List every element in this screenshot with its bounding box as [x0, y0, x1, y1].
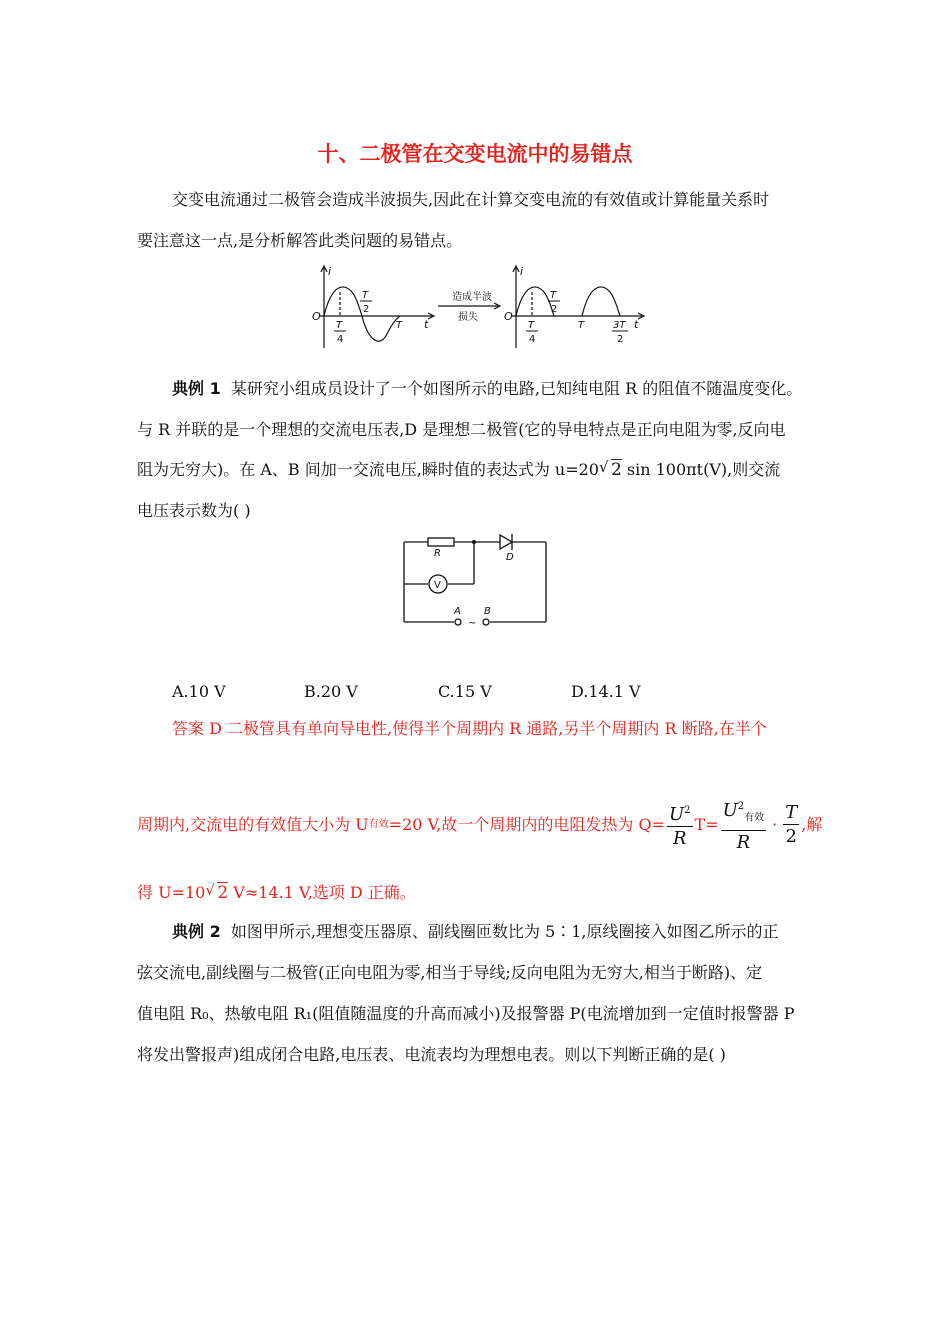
example1-line-3 — [137, 460, 780, 480]
fraction-t-over-2 — [783, 802, 799, 849]
label-a: A — [454, 606, 461, 617]
example2-line-3: 值电阻 R₀、热敏电阻 R₁(阻值随温度的升高而减小)及报警器 P(电流增加到一定值时报警器 P — [137, 1004, 795, 1023]
option-d: D.14.1 V — [571, 682, 641, 701]
answer-sub-effective: 有效 — [368, 819, 389, 831]
answer-mid-t: T= — [694, 815, 719, 835]
answer-text-3b: V≈14.1 V,选项 D 正确。 — [228, 883, 416, 902]
right-3t2-den: 2 — [617, 334, 624, 345]
frac2-den: R — [736, 831, 751, 853]
half-wave-figure — [310, 262, 650, 352]
answer-sqrt-argument: 2 — [217, 883, 229, 903]
left-t2-den: 2 — [363, 304, 370, 315]
frac1-num: U — [668, 803, 685, 825]
fraction-u2-over-r — [667, 800, 693, 851]
left-t4-num: T — [336, 320, 343, 331]
example1-text-3a: 阻为无穷大)。在 A、B 间加一交流电压,瞬时值的表达式为 u=20 — [137, 460, 599, 479]
axis-i-label-left: i — [328, 265, 332, 278]
right-t-label: T — [578, 320, 585, 331]
left-t2-num: T — [362, 290, 369, 301]
answer-line-3 — [137, 883, 416, 903]
label-r: R — [434, 548, 441, 559]
answer-tail: ,解 — [801, 815, 823, 835]
label-tilde: ~ — [468, 618, 477, 629]
option-b: B.20 V — [304, 682, 358, 701]
label-v: V — [434, 580, 441, 591]
right-3t2-num: 3T — [613, 320, 626, 331]
example1-line-1 — [172, 379, 802, 399]
label-b: B — [484, 606, 491, 617]
frac2-num: U — [722, 800, 738, 821]
frac1-den: R — [672, 827, 687, 849]
answer-text-3a: 得 U=10 — [137, 883, 206, 902]
intro-line-2: 要注意这一点,是分析解答此类问题的易错点。 — [137, 231, 463, 250]
frac2-sub: 有效 — [744, 812, 765, 824]
intro-line-1: 交变电流通过二极管会造成半波损失,因此在计算交变电流的有效值或计算能量关系时 — [172, 190, 770, 209]
answer-text-2b: =20 V,故一个周期内的电阻发热为 Q= — [388, 815, 665, 835]
right-t4-den: 4 — [529, 334, 536, 345]
answer-sqrt-symbol: √ — [205, 881, 215, 899]
arrow-label-top: 造成半波 — [452, 292, 492, 303]
example2-line-4: 将发出警报声)组成闭合电路,电压表、电流表均为理想电表。则以下判断正确的是( ) — [137, 1045, 726, 1064]
label-d: D — [506, 552, 514, 563]
answer-line-1: 答案 D 二极管具有单向导电性,使得半个周期内 R 通路,另半个周期内 R 断路,在半个 — [172, 719, 767, 738]
example2-text-1: 如图甲所示,理想变压器原、副线圈匝数比为 5∶1,原线圈接入如图乙所示的正 — [230, 922, 779, 941]
left-t-label: T — [396, 320, 403, 331]
axis-i-label-right: i — [520, 265, 524, 278]
page-title: 十、二极管在交变电流中的易错点 — [317, 142, 633, 166]
option-c: C.15 V — [438, 682, 492, 701]
origin-label-right: O — [504, 310, 513, 323]
example1-label: 典例 1 — [172, 379, 221, 398]
right-t4-num: T — [528, 320, 535, 331]
sqrt-2 — [599, 460, 622, 480]
arrow-label-bottom: 损失 — [458, 312, 478, 323]
example2-line-1 — [172, 922, 779, 942]
left-t4-den: 4 — [337, 334, 344, 345]
origin-label-left: O — [312, 310, 321, 323]
example1-line-4: 电压表示数为( ) — [137, 501, 251, 520]
right-t2-den: 2 — [551, 304, 558, 315]
example1-text-3b: sin 100πt(V),则交流 — [621, 460, 781, 479]
frac3-num: T — [785, 801, 798, 823]
answer-text-2a: 周期内,交流电的有效值大小为 U — [137, 815, 369, 835]
frac3-den: 2 — [785, 825, 797, 847]
frac2-sup: 2 — [737, 801, 745, 812]
fraction-ueff2-over-r — [721, 796, 767, 855]
answer-sqrt-2 — [205, 883, 228, 903]
circuit-diagram — [398, 530, 552, 630]
option-a: A.10 V — [172, 682, 226, 701]
example1-text-1: 某研究小组成员设计了一个如图所示的电路,已知纯电阻 R 的阻值不随温度变化。 — [230, 379, 803, 398]
example2-line-2: 弦交流电,副线圈与二极管(正向电阻为零,相当于导线;反向电阻为无穷大,相当于断路)、定 — [137, 963, 763, 982]
axis-t-label-right: t — [634, 318, 639, 331]
sqrt-argument: 2 — [610, 460, 622, 480]
frac1-sup: 2 — [684, 804, 691, 816]
example2-label: 典例 2 — [172, 922, 221, 941]
right-t2-num: T — [550, 290, 557, 301]
answer-dot: · — [772, 815, 778, 835]
sqrt-symbol: √ — [598, 458, 609, 476]
example1-line-2: 与 R 并联的是一个理想的交流电压表,D 是理想二极管(它的导电特点是正向电阻为零,反向电 — [137, 420, 786, 439]
resistor-r — [428, 538, 454, 546]
axis-t-label-left: t — [424, 318, 429, 331]
answer-line-2 — [137, 796, 822, 855]
